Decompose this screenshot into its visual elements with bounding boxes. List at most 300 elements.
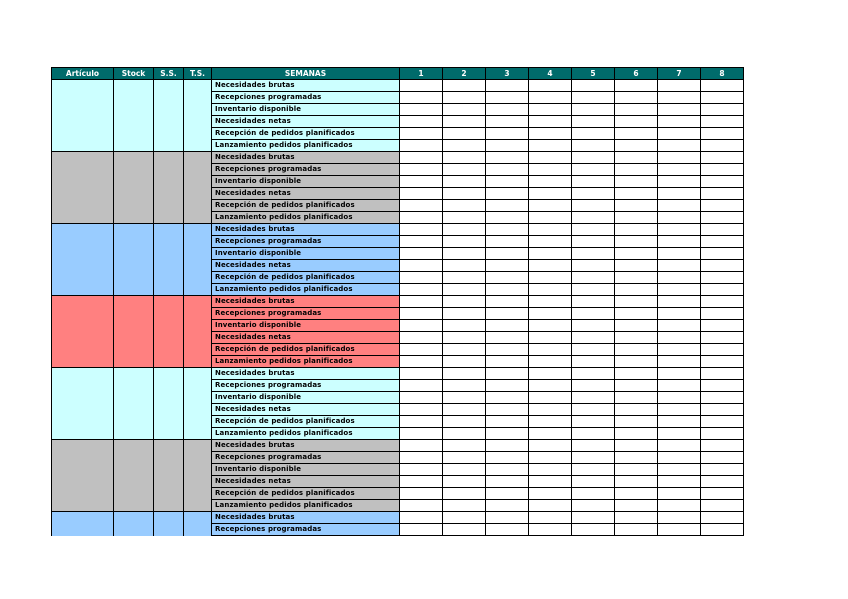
week-cell[interactable] <box>529 440 572 452</box>
week-cell[interactable] <box>615 488 658 500</box>
week-cell[interactable] <box>486 308 529 320</box>
week-cell[interactable] <box>529 236 572 248</box>
week-cell[interactable] <box>529 416 572 428</box>
week-cell[interactable] <box>572 248 615 260</box>
week-cell[interactable] <box>400 284 443 296</box>
stock-cell[interactable] <box>114 224 154 296</box>
week-cell[interactable] <box>701 80 744 92</box>
week-cell[interactable] <box>400 320 443 332</box>
week-cell[interactable] <box>658 308 701 320</box>
ts-cell[interactable] <box>184 512 212 536</box>
week-cell[interactable] <box>572 212 615 224</box>
week-cell[interactable] <box>443 404 486 416</box>
week-cell[interactable] <box>486 212 529 224</box>
week-cell[interactable] <box>701 248 744 260</box>
week-cell[interactable] <box>486 368 529 380</box>
week-cell[interactable] <box>529 428 572 440</box>
week-cell[interactable] <box>658 320 701 332</box>
header-week-7[interactable]: 7 <box>658 68 701 80</box>
week-cell[interactable] <box>701 212 744 224</box>
week-cell[interactable] <box>658 164 701 176</box>
ss-cell[interactable] <box>154 152 184 224</box>
week-cell[interactable] <box>486 320 529 332</box>
week-cell[interactable] <box>443 284 486 296</box>
week-cell[interactable] <box>615 188 658 200</box>
week-cell[interactable] <box>658 380 701 392</box>
week-cell[interactable] <box>701 416 744 428</box>
week-cell[interactable] <box>529 92 572 104</box>
week-cell[interactable] <box>486 260 529 272</box>
week-cell[interactable] <box>486 404 529 416</box>
week-cell[interactable] <box>486 116 529 128</box>
week-cell[interactable] <box>572 176 615 188</box>
week-cell[interactable] <box>701 320 744 332</box>
week-cell[interactable] <box>572 404 615 416</box>
week-cell[interactable] <box>400 80 443 92</box>
week-cell[interactable] <box>400 260 443 272</box>
week-cell[interactable] <box>443 80 486 92</box>
week-cell[interactable] <box>400 356 443 368</box>
week-cell[interactable] <box>572 380 615 392</box>
week-cell[interactable] <box>443 236 486 248</box>
stock-cell[interactable] <box>114 368 154 440</box>
week-cell[interactable] <box>615 428 658 440</box>
week-cell[interactable] <box>486 224 529 236</box>
week-cell[interactable] <box>615 380 658 392</box>
week-cell[interactable] <box>615 80 658 92</box>
week-cell[interactable] <box>658 368 701 380</box>
week-cell[interactable] <box>443 368 486 380</box>
week-cell[interactable] <box>529 164 572 176</box>
week-cell[interactable] <box>529 308 572 320</box>
week-cell[interactable] <box>443 188 486 200</box>
week-cell[interactable] <box>615 416 658 428</box>
week-cell[interactable] <box>658 440 701 452</box>
week-cell[interactable] <box>615 476 658 488</box>
articulo-cell[interactable] <box>52 440 114 512</box>
week-cell[interactable] <box>443 152 486 164</box>
stock-cell[interactable] <box>114 440 154 512</box>
week-cell[interactable] <box>615 224 658 236</box>
week-cell[interactable] <box>572 332 615 344</box>
stock-cell[interactable] <box>114 80 154 152</box>
week-cell[interactable] <box>529 140 572 152</box>
week-cell[interactable] <box>400 308 443 320</box>
week-cell[interactable] <box>486 512 529 524</box>
week-cell[interactable] <box>572 92 615 104</box>
ts-cell[interactable] <box>184 80 212 152</box>
week-cell[interactable] <box>486 272 529 284</box>
week-cell[interactable] <box>701 392 744 404</box>
week-cell[interactable] <box>658 524 701 536</box>
week-cell[interactable] <box>486 248 529 260</box>
week-cell[interactable] <box>701 488 744 500</box>
ss-cell[interactable] <box>154 440 184 512</box>
week-cell[interactable] <box>615 248 658 260</box>
week-cell[interactable] <box>486 140 529 152</box>
week-cell[interactable] <box>701 404 744 416</box>
week-cell[interactable] <box>658 128 701 140</box>
week-cell[interactable] <box>529 380 572 392</box>
week-cell[interactable] <box>400 140 443 152</box>
week-cell[interactable] <box>572 188 615 200</box>
week-cell[interactable] <box>486 344 529 356</box>
week-cell[interactable] <box>443 308 486 320</box>
week-cell[interactable] <box>658 392 701 404</box>
week-cell[interactable] <box>486 200 529 212</box>
week-cell[interactable] <box>701 116 744 128</box>
week-cell[interactable] <box>443 500 486 512</box>
week-cell[interactable] <box>443 524 486 536</box>
week-cell[interactable] <box>529 128 572 140</box>
week-cell[interactable] <box>486 284 529 296</box>
header-week-5[interactable]: 5 <box>572 68 615 80</box>
week-cell[interactable] <box>443 416 486 428</box>
articulo-cell[interactable] <box>52 512 114 536</box>
header-ts[interactable]: T.S. <box>184 68 212 80</box>
week-cell[interactable] <box>701 344 744 356</box>
week-cell[interactable] <box>572 344 615 356</box>
week-cell[interactable] <box>486 488 529 500</box>
week-cell[interactable] <box>615 296 658 308</box>
week-cell[interactable] <box>658 500 701 512</box>
week-cell[interactable] <box>701 224 744 236</box>
week-cell[interactable] <box>400 92 443 104</box>
week-cell[interactable] <box>701 200 744 212</box>
week-cell[interactable] <box>529 80 572 92</box>
week-cell[interactable] <box>486 500 529 512</box>
week-cell[interactable] <box>443 104 486 116</box>
week-cell[interactable] <box>658 80 701 92</box>
week-cell[interactable] <box>572 284 615 296</box>
header-week-3[interactable]: 3 <box>486 68 529 80</box>
week-cell[interactable] <box>615 236 658 248</box>
week-cell[interactable] <box>701 308 744 320</box>
week-cell[interactable] <box>572 476 615 488</box>
week-cell[interactable] <box>615 452 658 464</box>
ss-cell[interactable] <box>154 512 184 536</box>
week-cell[interactable] <box>486 236 529 248</box>
week-cell[interactable] <box>658 344 701 356</box>
week-cell[interactable] <box>701 428 744 440</box>
week-cell[interactable] <box>701 500 744 512</box>
week-cell[interactable] <box>572 356 615 368</box>
week-cell[interactable] <box>615 404 658 416</box>
week-cell[interactable] <box>443 488 486 500</box>
week-cell[interactable] <box>658 428 701 440</box>
week-cell[interactable] <box>658 140 701 152</box>
ss-cell[interactable] <box>154 296 184 368</box>
week-cell[interactable] <box>443 248 486 260</box>
header-week-2[interactable]: 2 <box>443 68 486 80</box>
ss-cell[interactable] <box>154 224 184 296</box>
week-cell[interactable] <box>572 224 615 236</box>
week-cell[interactable] <box>443 212 486 224</box>
week-cell[interactable] <box>615 152 658 164</box>
week-cell[interactable] <box>615 368 658 380</box>
week-cell[interactable] <box>400 428 443 440</box>
week-cell[interactable] <box>615 260 658 272</box>
week-cell[interactable] <box>529 488 572 500</box>
week-cell[interactable] <box>529 368 572 380</box>
week-cell[interactable] <box>658 248 701 260</box>
week-cell[interactable] <box>701 356 744 368</box>
week-cell[interactable] <box>486 296 529 308</box>
articulo-cell[interactable] <box>52 80 114 152</box>
week-cell[interactable] <box>529 464 572 476</box>
week-cell[interactable] <box>658 356 701 368</box>
week-cell[interactable] <box>615 308 658 320</box>
week-cell[interactable] <box>443 320 486 332</box>
header-week-8[interactable]: 8 <box>701 68 744 80</box>
week-cell[interactable] <box>529 116 572 128</box>
week-cell[interactable] <box>529 524 572 536</box>
ts-cell[interactable] <box>184 296 212 368</box>
week-cell[interactable] <box>486 464 529 476</box>
week-cell[interactable] <box>658 476 701 488</box>
week-cell[interactable] <box>615 500 658 512</box>
week-cell[interactable] <box>400 380 443 392</box>
week-cell[interactable] <box>572 500 615 512</box>
week-cell[interactable] <box>658 188 701 200</box>
week-cell[interactable] <box>572 416 615 428</box>
stock-cell[interactable] <box>114 296 154 368</box>
stock-cell[interactable] <box>114 152 154 224</box>
week-cell[interactable] <box>701 176 744 188</box>
week-cell[interactable] <box>701 368 744 380</box>
week-cell[interactable] <box>443 272 486 284</box>
week-cell[interactable] <box>529 392 572 404</box>
week-cell[interactable] <box>701 188 744 200</box>
week-cell[interactable] <box>658 272 701 284</box>
week-cell[interactable] <box>701 524 744 536</box>
week-cell[interactable] <box>529 104 572 116</box>
week-cell[interactable] <box>529 188 572 200</box>
week-cell[interactable] <box>529 152 572 164</box>
week-cell[interactable] <box>615 332 658 344</box>
week-cell[interactable] <box>529 212 572 224</box>
week-cell[interactable] <box>529 176 572 188</box>
week-cell[interactable] <box>658 236 701 248</box>
week-cell[interactable] <box>529 452 572 464</box>
week-cell[interactable] <box>572 236 615 248</box>
week-cell[interactable] <box>486 80 529 92</box>
week-cell[interactable] <box>701 164 744 176</box>
ss-cell[interactable] <box>154 80 184 152</box>
week-cell[interactable] <box>486 92 529 104</box>
week-cell[interactable] <box>400 500 443 512</box>
week-cell[interactable] <box>615 176 658 188</box>
week-cell[interactable] <box>529 272 572 284</box>
header-stock[interactable]: Stock <box>114 68 154 80</box>
week-cell[interactable] <box>400 176 443 188</box>
week-cell[interactable] <box>400 104 443 116</box>
week-cell[interactable] <box>486 356 529 368</box>
week-cell[interactable] <box>658 176 701 188</box>
week-cell[interactable] <box>443 380 486 392</box>
week-cell[interactable] <box>701 476 744 488</box>
week-cell[interactable] <box>400 368 443 380</box>
week-cell[interactable] <box>486 392 529 404</box>
week-cell[interactable] <box>486 476 529 488</box>
week-cell[interactable] <box>572 104 615 116</box>
articulo-cell[interactable] <box>52 152 114 224</box>
articulo-cell[interactable] <box>52 368 114 440</box>
week-cell[interactable] <box>400 224 443 236</box>
week-cell[interactable] <box>486 164 529 176</box>
ts-cell[interactable] <box>184 368 212 440</box>
week-cell[interactable] <box>615 200 658 212</box>
week-cell[interactable] <box>658 152 701 164</box>
week-cell[interactable] <box>400 392 443 404</box>
week-cell[interactable] <box>572 368 615 380</box>
week-cell[interactable] <box>658 224 701 236</box>
week-cell[interactable] <box>658 416 701 428</box>
week-cell[interactable] <box>529 284 572 296</box>
week-cell[interactable] <box>486 152 529 164</box>
week-cell[interactable] <box>572 260 615 272</box>
week-cell[interactable] <box>400 344 443 356</box>
week-cell[interactable] <box>658 404 701 416</box>
week-cell[interactable] <box>529 344 572 356</box>
week-cell[interactable] <box>572 152 615 164</box>
week-cell[interactable] <box>400 164 443 176</box>
week-cell[interactable] <box>443 176 486 188</box>
week-cell[interactable] <box>658 104 701 116</box>
week-cell[interactable] <box>701 440 744 452</box>
week-cell[interactable] <box>400 152 443 164</box>
week-cell[interactable] <box>400 236 443 248</box>
week-cell[interactable] <box>400 212 443 224</box>
week-cell[interactable] <box>529 248 572 260</box>
week-cell[interactable] <box>572 524 615 536</box>
week-cell[interactable] <box>400 512 443 524</box>
week-cell[interactable] <box>443 116 486 128</box>
week-cell[interactable] <box>615 440 658 452</box>
week-cell[interactable] <box>486 452 529 464</box>
week-cell[interactable] <box>701 236 744 248</box>
week-cell[interactable] <box>443 452 486 464</box>
week-cell[interactable] <box>486 188 529 200</box>
week-cell[interactable] <box>443 428 486 440</box>
week-cell[interactable] <box>572 428 615 440</box>
week-cell[interactable] <box>400 524 443 536</box>
week-cell[interactable] <box>400 452 443 464</box>
week-cell[interactable] <box>443 164 486 176</box>
header-ss[interactable]: S.S. <box>154 68 184 80</box>
week-cell[interactable] <box>443 464 486 476</box>
week-cell[interactable] <box>572 116 615 128</box>
week-cell[interactable] <box>701 128 744 140</box>
header-week-6[interactable]: 6 <box>615 68 658 80</box>
week-cell[interactable] <box>529 512 572 524</box>
week-cell[interactable] <box>529 404 572 416</box>
week-cell[interactable] <box>615 272 658 284</box>
week-cell[interactable] <box>615 104 658 116</box>
week-cell[interactable] <box>615 284 658 296</box>
week-cell[interactable] <box>400 416 443 428</box>
header-week-1[interactable]: 1 <box>400 68 443 80</box>
week-cell[interactable] <box>615 512 658 524</box>
header-semanas[interactable]: SEMANAS <box>212 68 400 80</box>
week-cell[interactable] <box>701 140 744 152</box>
week-cell[interactable] <box>400 248 443 260</box>
week-cell[interactable] <box>443 476 486 488</box>
week-cell[interactable] <box>658 212 701 224</box>
header-articulo[interactable]: Artículo <box>52 68 114 80</box>
week-cell[interactable] <box>400 296 443 308</box>
week-cell[interactable] <box>615 320 658 332</box>
week-cell[interactable] <box>443 140 486 152</box>
week-cell[interactable] <box>701 380 744 392</box>
week-cell[interactable] <box>615 212 658 224</box>
week-cell[interactable] <box>572 164 615 176</box>
week-cell[interactable] <box>443 260 486 272</box>
week-cell[interactable] <box>443 92 486 104</box>
week-cell[interactable] <box>443 332 486 344</box>
week-cell[interactable] <box>572 320 615 332</box>
week-cell[interactable] <box>400 464 443 476</box>
week-cell[interactable] <box>615 392 658 404</box>
week-cell[interactable] <box>443 296 486 308</box>
articulo-cell[interactable] <box>52 296 114 368</box>
week-cell[interactable] <box>701 452 744 464</box>
week-cell[interactable] <box>400 128 443 140</box>
week-cell[interactable] <box>658 452 701 464</box>
week-cell[interactable] <box>572 452 615 464</box>
week-cell[interactable] <box>486 176 529 188</box>
week-cell[interactable] <box>572 140 615 152</box>
week-cell[interactable] <box>572 272 615 284</box>
week-cell[interactable] <box>615 140 658 152</box>
week-cell[interactable] <box>658 260 701 272</box>
week-cell[interactable] <box>443 200 486 212</box>
week-cell[interactable] <box>615 464 658 476</box>
week-cell[interactable] <box>615 116 658 128</box>
week-cell[interactable] <box>572 128 615 140</box>
week-cell[interactable] <box>443 512 486 524</box>
week-cell[interactable] <box>658 284 701 296</box>
articulo-cell[interactable] <box>52 224 114 296</box>
week-cell[interactable] <box>572 440 615 452</box>
week-cell[interactable] <box>615 344 658 356</box>
week-cell[interactable] <box>400 488 443 500</box>
week-cell[interactable] <box>701 332 744 344</box>
week-cell[interactable] <box>400 476 443 488</box>
week-cell[interactable] <box>615 524 658 536</box>
week-cell[interactable] <box>529 332 572 344</box>
week-cell[interactable] <box>572 512 615 524</box>
week-cell[interactable] <box>701 296 744 308</box>
week-cell[interactable] <box>615 356 658 368</box>
week-cell[interactable] <box>572 308 615 320</box>
week-cell[interactable] <box>400 332 443 344</box>
ts-cell[interactable] <box>184 152 212 224</box>
week-cell[interactable] <box>658 200 701 212</box>
week-cell[interactable] <box>658 296 701 308</box>
week-cell[interactable] <box>615 128 658 140</box>
stock-cell[interactable] <box>114 512 154 536</box>
week-cell[interactable] <box>400 404 443 416</box>
week-cell[interactable] <box>443 356 486 368</box>
week-cell[interactable] <box>443 440 486 452</box>
week-cell[interactable] <box>400 116 443 128</box>
week-cell[interactable] <box>572 392 615 404</box>
week-cell[interactable] <box>701 272 744 284</box>
week-cell[interactable] <box>658 512 701 524</box>
week-cell[interactable] <box>572 80 615 92</box>
week-cell[interactable] <box>400 188 443 200</box>
